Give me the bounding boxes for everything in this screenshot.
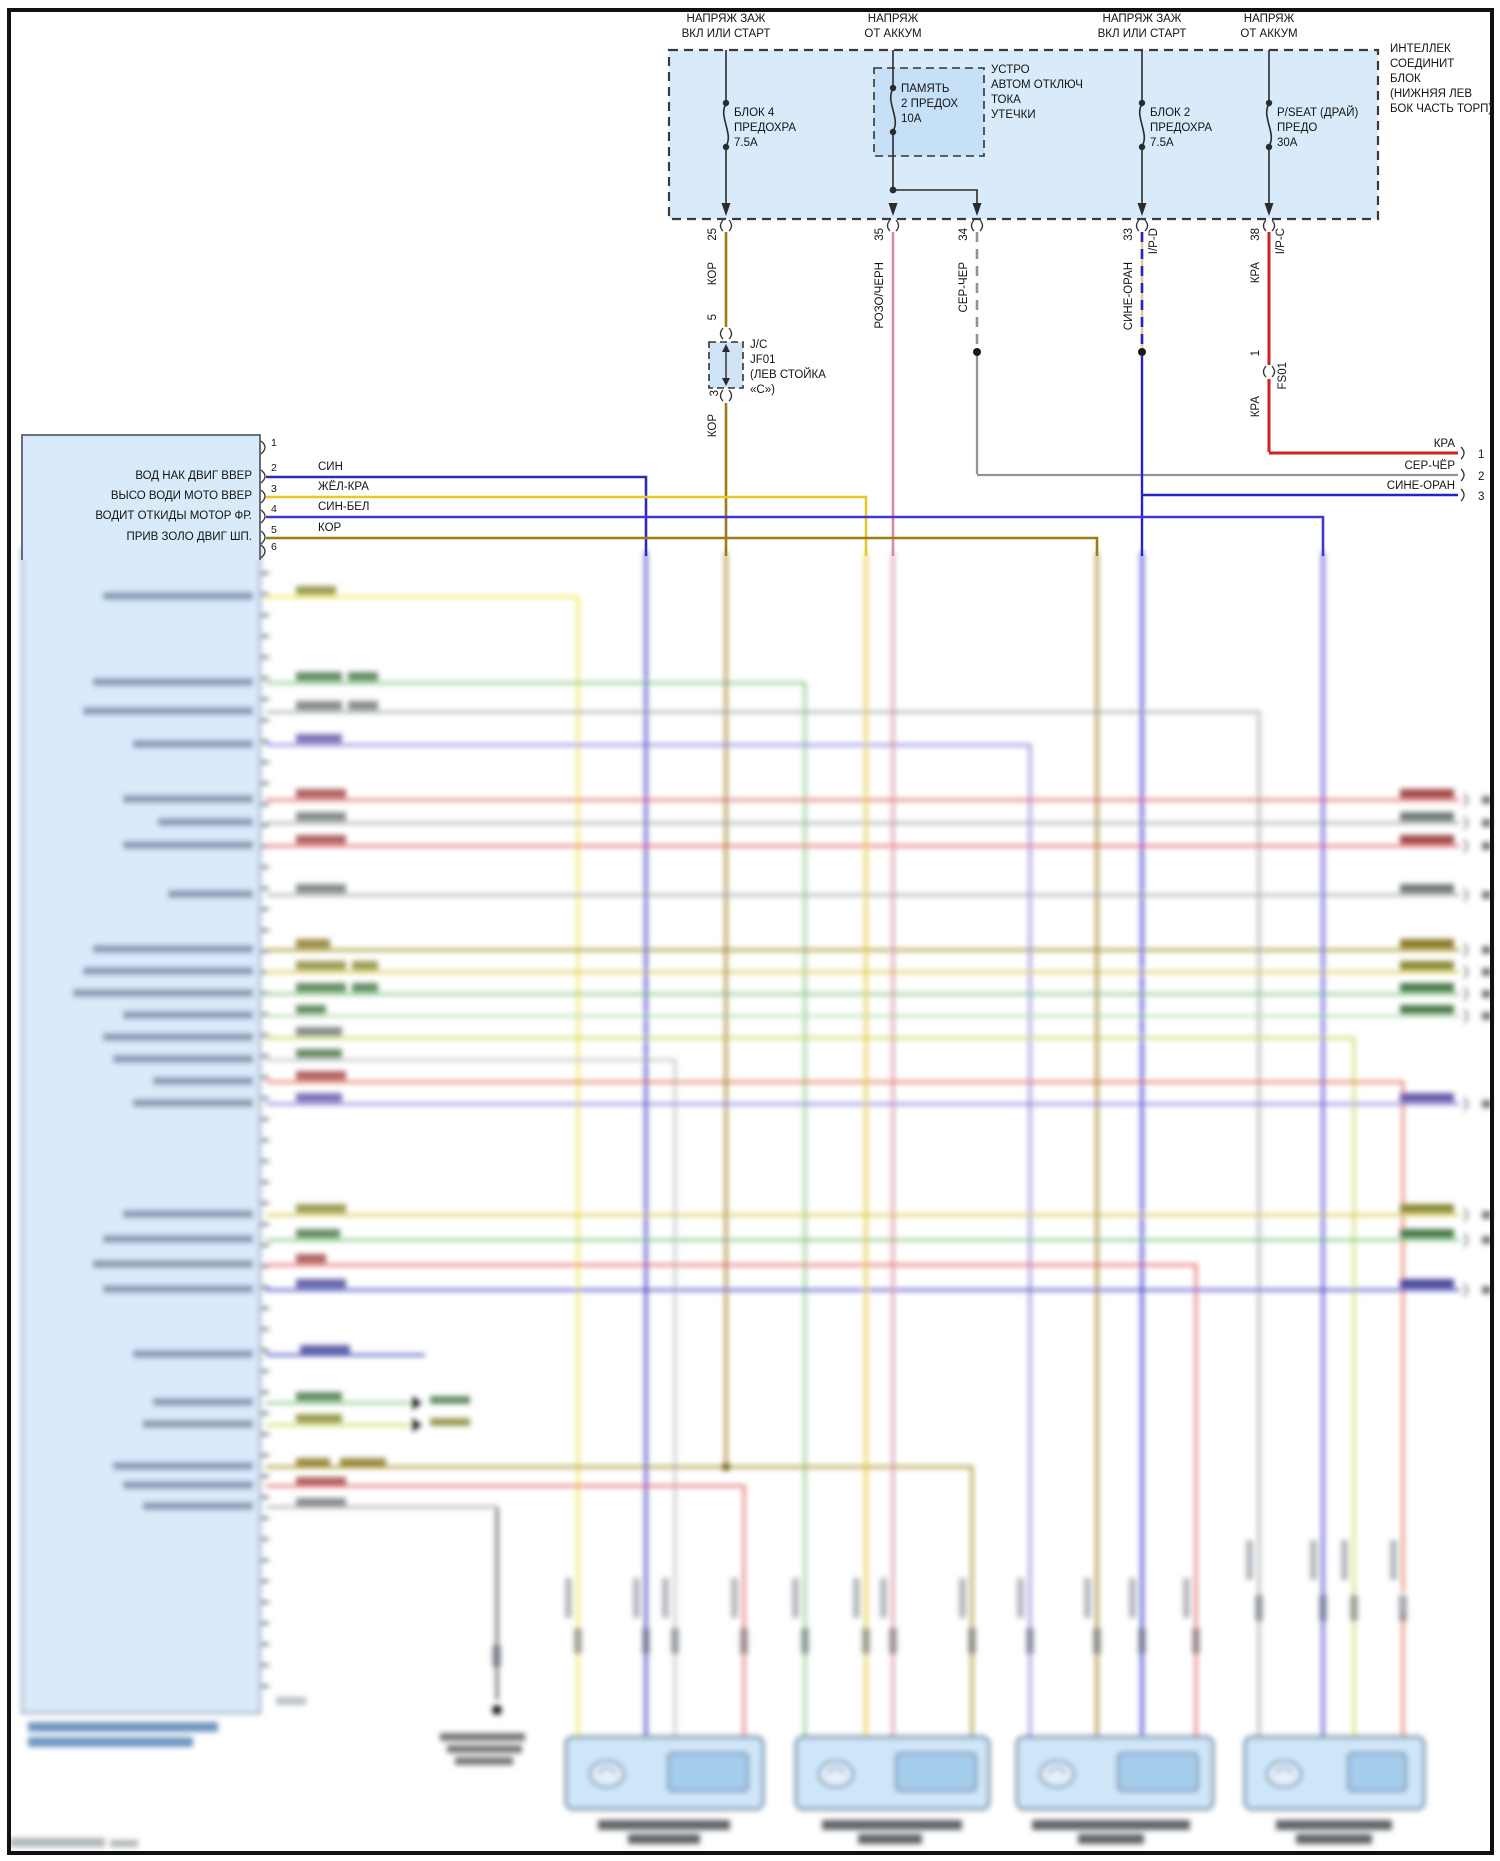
wire-label-kor-2: КОР <box>707 414 719 438</box>
wire-kor-row <box>266 538 1097 556</box>
row-wire-kor: КОР <box>318 522 342 534</box>
row-wire-sin: СИН <box>318 461 343 473</box>
feed-label-1: НАПРЯЖ ЗАЖ ВКЛ ИЛИ СТАРТ <box>681 13 771 40</box>
smart-junction-block-label: ИНТЕЛЛЕК СОЕДИНИТ БЛОК (НИЖНЯЯ ЛЕВ БОК ЧАСТЬ ТОРП) <box>1390 43 1493 115</box>
blurred-diagram-section <box>10 548 1491 1847</box>
wire-ser-chyor-solid <box>977 356 1458 475</box>
splice-fs01: FS01 <box>1277 362 1289 390</box>
pin-34: 34 <box>958 228 970 241</box>
wire-label-kra: КРА <box>1250 262 1262 284</box>
row-label-5: ПРИВ ЗОЛО ДВИГ ШП. <box>126 531 252 543</box>
row-pin-6: 6 <box>271 541 277 553</box>
feed-label-4: НАПРЯЖ ОТ АККУМ <box>1240 13 1298 40</box>
row-pin-2: 2 <box>271 462 277 474</box>
leakage-device-label: УСТРО АВТОМ ОТКЛЮЧ ТОКА УТЕЧКИ <box>991 64 1083 121</box>
bottom-connectors <box>566 1737 1424 1809</box>
fuse2-label: ПАМЯТЬ 2 ПРЕДОХ 10А <box>901 83 959 125</box>
feed-label-2: НАПРЯЖ ОТ АККУМ <box>864 13 922 40</box>
wire-label-sine-oran: СИНЕ-ОРАН <box>1123 262 1135 331</box>
fuse3-label: БЛОК 2 ПРЕДОХРА 7.5А <box>1150 107 1213 149</box>
edge-num-1: 1 <box>1478 449 1485 461</box>
splice-pin-1: 1 <box>1250 350 1262 357</box>
conn-ipd: I/P-D <box>1148 228 1160 255</box>
feed-label-3: НАПРЯЖ ЗАЖ ВКЛ ИЛИ СТАРТ <box>1097 13 1187 40</box>
junction-jf01-label: J/C JF01 (ЛЕВ СТОЙКА «С») <box>750 339 826 396</box>
row-pin-3: 3 <box>271 483 277 495</box>
row-label-4: ВОДИТ ОТКИДЫ МОТОР ФР. <box>95 510 252 522</box>
row-pin-5: 5 <box>271 524 277 536</box>
row-label-2: ВОД НАК ДВИГ ВВЕР <box>135 470 252 482</box>
wire-label-rozo-chern: РОЗО/ЧЕРН <box>874 262 886 329</box>
wire-sin-bel <box>266 517 1323 556</box>
pin-35: 35 <box>874 228 886 241</box>
pin-33: 33 <box>1123 228 1135 241</box>
edge-wire-ser-chyor: СЕР-ЧЁР <box>1404 460 1455 472</box>
row-pin-1: 1 <box>271 437 277 449</box>
row-pin-4: 4 <box>271 503 277 515</box>
wire-label-kor: КОР <box>707 262 719 286</box>
fuse1-label: БЛОК 4 ПРЕДОХРА 7.5А <box>734 107 797 149</box>
wire-sine-oran-solid <box>1142 356 1458 556</box>
edge-wire-kra: КРА <box>1433 438 1455 450</box>
row-label-3: ВЫСО ВОДИ МОТО ВВЕР <box>110 490 252 502</box>
pin-38: 38 <box>1250 228 1262 241</box>
edge-num-3: 3 <box>1478 491 1485 503</box>
row-wire-zhyol-kra: ЖЁЛ-КРА <box>318 481 369 493</box>
row-wire-sin-bel: СИН-БЕЛ <box>318 501 370 513</box>
pin-jc-3: 3 <box>709 390 721 397</box>
fuse4-label: P/SEAT (ДРАЙ) ПРЕДО 30А <box>1277 107 1359 149</box>
pin-jc-5: 5 <box>707 314 719 321</box>
wire-label-ser-chyor: СЕР-ЧЁР <box>958 262 970 313</box>
edge-wire-sine-oran: СИНЕ-ОРАН <box>1386 480 1455 492</box>
wire-label-kra-2: КРА <box>1250 396 1262 418</box>
pin-25: 25 <box>707 228 719 241</box>
edge-num-2: 2 <box>1478 471 1485 483</box>
conn-ipc: I/P-C <box>1275 228 1287 255</box>
